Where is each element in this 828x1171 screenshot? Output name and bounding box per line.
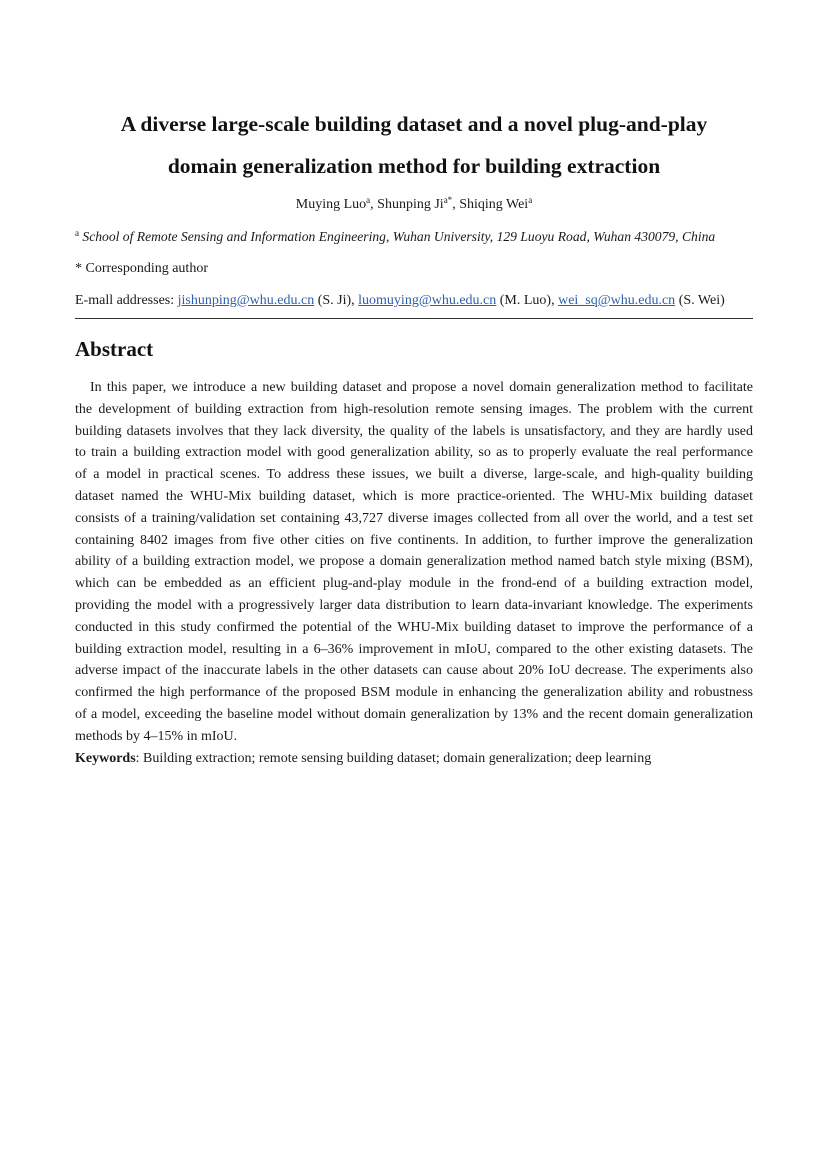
author-separator: , [370,197,378,212]
email-label: E-mall addresses: [75,293,178,308]
abstract-line: containing 8402 images from five other cities on five continents. In addition, to further improve the generalization [75,532,753,548]
affiliation [75,228,765,246]
keywords-text: : Building extraction; remote sensing building dataset; domain generalization; deep learning [135,750,652,766]
abstract-heading: Abstract [75,337,154,361]
email-owner: (S. Ji), [314,293,359,308]
email-link-wei[interactable]: wei_sq@whu.edu.cn [558,293,676,308]
author-name: Shunping Ji [377,197,444,212]
abstract-line: adverse impact of the inaccurate labels in the other datasets can cause about 20% IoU decrease. The experiments also [75,663,753,679]
keywords [75,748,753,770]
author-affiliation-mark: a* [443,195,453,205]
author-affiliation-mark: a [528,195,533,205]
email-addresses [75,292,755,310]
abstract-line: building datasets involves that they lack diversity, the quality of the labels is unsatisfactory, and they are hardly used [75,423,753,439]
email-link-luo[interactable]: luomuying@whu.edu.cn [358,293,497,308]
author-separator: , [452,197,460,212]
author-list [60,196,768,214]
abstract-line: consists of a training/validation set containing 43,727 diverse images collected from all over the world, and a test set [75,510,753,526]
abstract-line: which can be embedded as an efficient plug-and-play module in the frond-end of a building extraction model, [75,576,753,592]
abstract-line: In this paper, we introduce a new building dataset and propose a novel domain generalization method to facilitate [90,380,753,395]
email-link-ji[interactable]: jishunping@whu.edu.cn [177,293,315,308]
header-divider [75,318,753,319]
abstract-line: of a model, exceeding the baseline model without domain generalization by 13% and the recent domain generalization [75,706,753,722]
abstract-line: conducted in this study confirmed the potential of the WHU-Mix building dataset to improve the performance of a [75,619,753,635]
email-owner: (M. Luo), [496,293,559,308]
abstract-line: building extraction model, resulting in a 6–36% improvement in mIoU, compared to the other existing datasets. The [75,641,753,657]
corresponding-author-note: * Corresponding author [75,261,208,276]
abstract-line: ability of a building extraction model, we propose a domain generalization method named batch style mixing (BSM), [75,554,753,570]
affiliation-mark: a [75,228,79,238]
abstract-line: of a model in practical scenes. To address these issues, we built a diverse, large-scale, and high-quality building [75,467,753,483]
keywords-label: Keywords [75,750,136,766]
abstract-line: dataset named the WHU-Mix building dataset, which is more practice-oriented. The WHU-Mix building dataset [75,488,753,504]
abstract-line: providing the model with a progressively larger data distribution to learn data-invariant knowledge. The experiments [75,597,753,613]
abstract-body [75,377,753,769]
abstract-line: to train a building extraction model with good generalization ability, so as to properly evaluate the real performance [75,445,753,461]
abstract-line: confirmed the high performance of the proposed BSM module in enhancing the generalization ability and robustness [75,685,753,701]
email-owner: (S. Wei) [675,293,725,308]
affiliation-text: School of Remote Sensing and Information Engineering, Wuhan University, 129 Luoyu Road, Wuhan 430079, China [82,229,716,244]
paper-title-line-2: domain generalization method for building extraction [167,154,661,178]
paper-title-line-1: A diverse large-scale building dataset and a novel plug-and-play [120,112,708,136]
author-name: Shiqing Wei [459,197,529,212]
abstract-line: the development of building extraction from high-resolution remote sensing images. The problem with the current [75,401,753,417]
author-name: Muying Luo [295,197,367,212]
author-affiliation-mark: a [366,195,371,205]
abstract-line: methods by 4–15% in mIoU. [75,728,238,744]
